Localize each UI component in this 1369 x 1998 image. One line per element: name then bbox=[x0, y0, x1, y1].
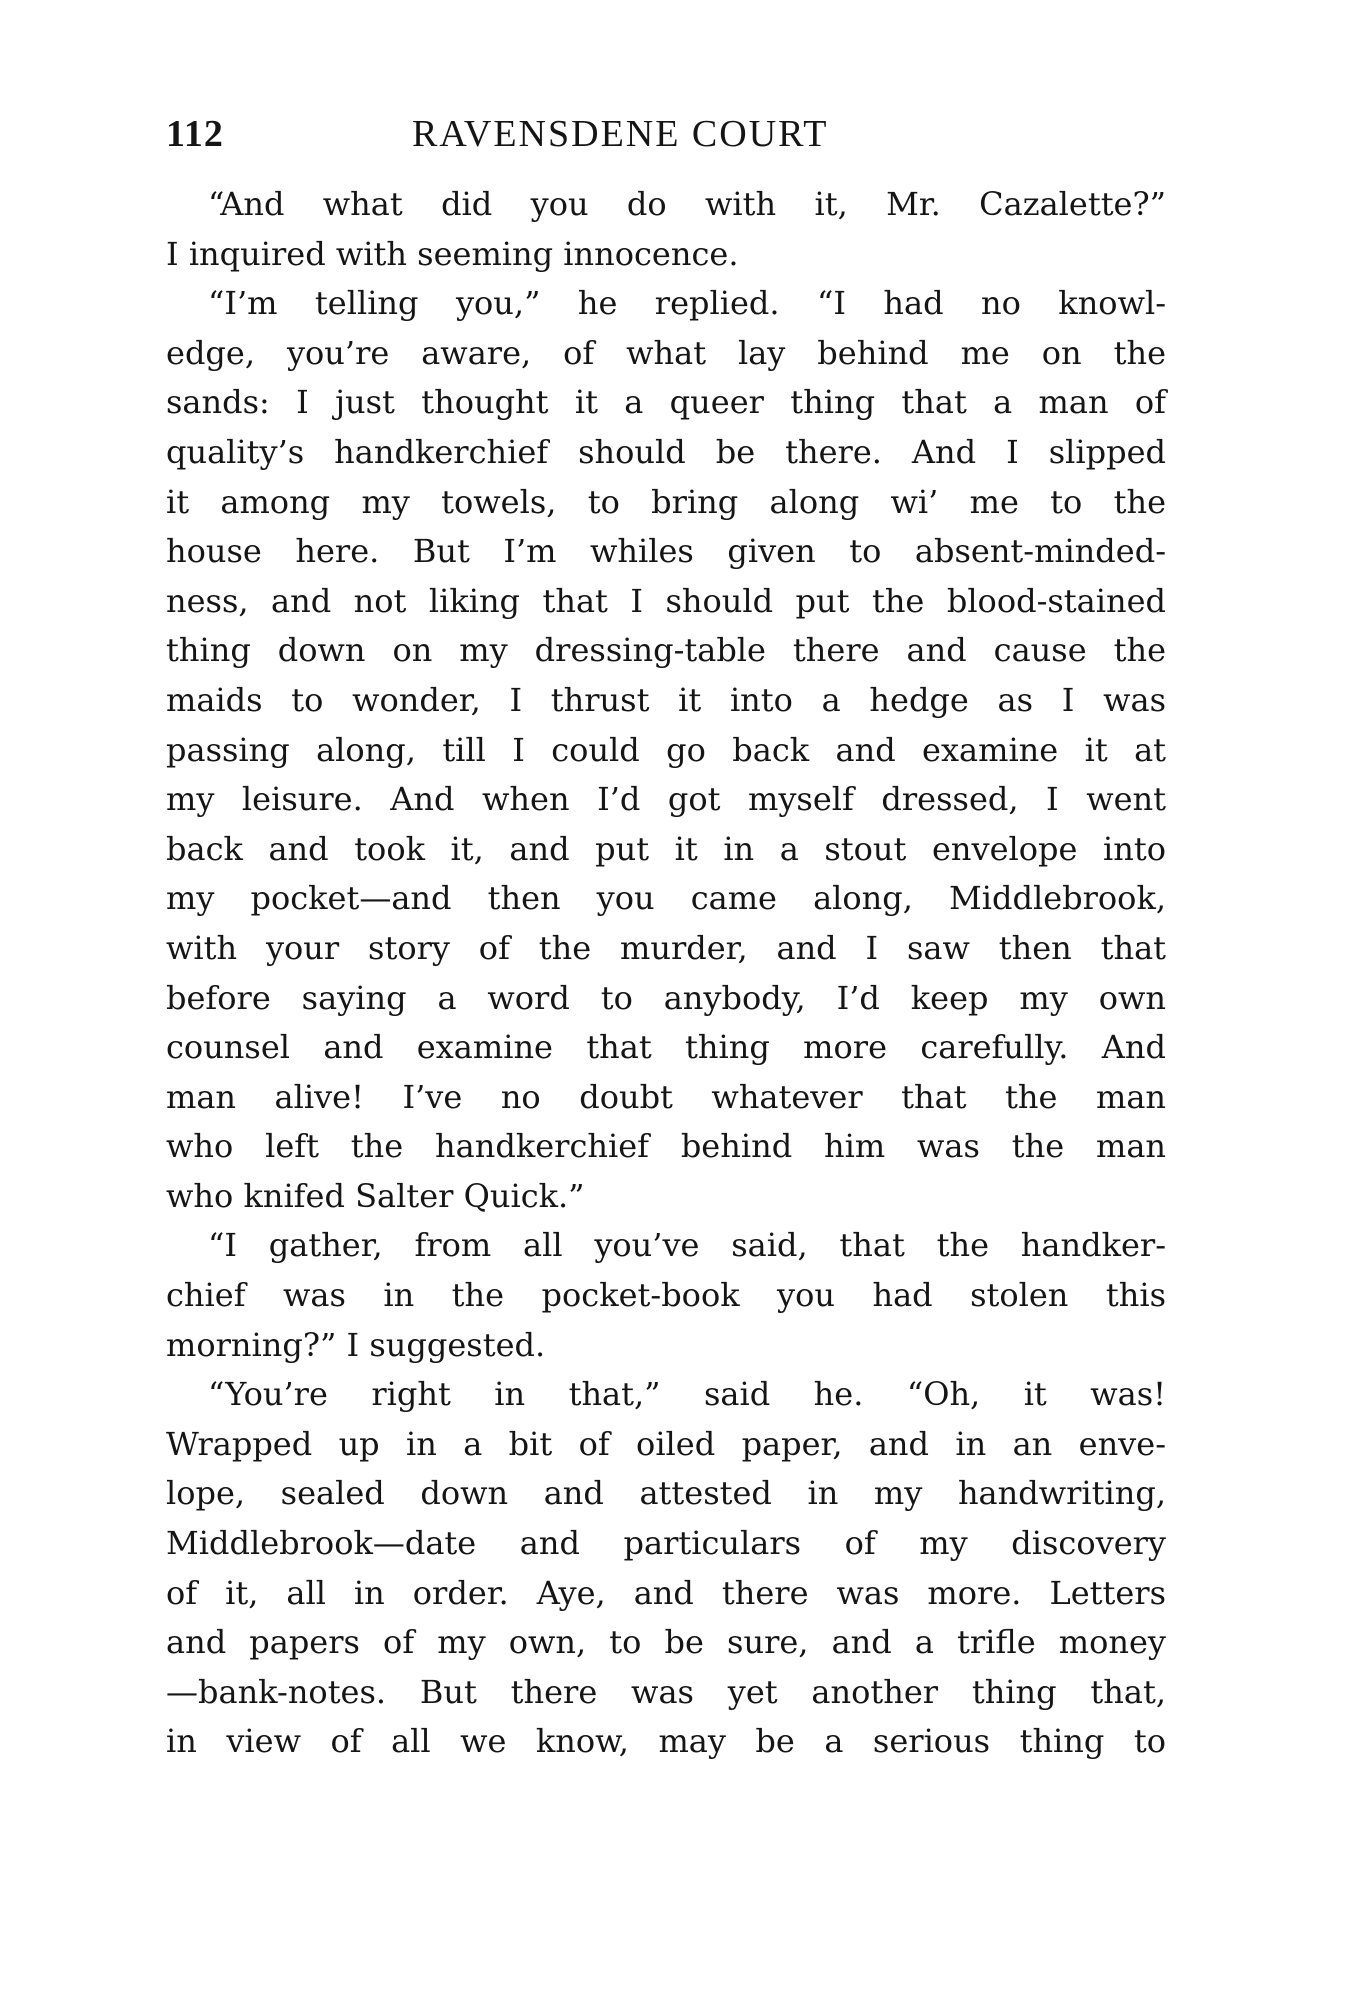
text-line: it among my towels, to bring along wi’ me to the bbox=[166, 482, 1166, 521]
text-line: maids to wonder, I thrust it into a hedge as I was bbox=[166, 680, 1166, 719]
text-line: Wrapped up in a bit of oiled paper, and in an enve- bbox=[166, 1424, 1166, 1463]
text-line: “And what did you do with it, Mr. Cazalette?” bbox=[208, 185, 1166, 223]
page-header bbox=[166, 112, 1166, 162]
page-number: 112 bbox=[166, 113, 224, 155]
text-line: “I gather, from all you’ve said, that the handker- bbox=[208, 1226, 1166, 1265]
text-line: sands: I just thought it a queer thing that a man of bbox=[166, 383, 1166, 422]
text-line: my pocket—and then you came along, Middlebrook, bbox=[166, 879, 1166, 918]
text-line: —bank-notes. But there was yet another thing that, bbox=[166, 1672, 1166, 1711]
text-line: passing along, till I could go back and examine it at bbox=[166, 730, 1166, 769]
text-line: thing down on my dressing-table there and cause the bbox=[166, 631, 1166, 670]
text-line: lope, sealed down and attested in my handwriting, bbox=[166, 1474, 1166, 1513]
running-title: RAVENSDENE COURT bbox=[412, 113, 829, 155]
text-line: edge, you’re aware, of what lay behind me on the bbox=[166, 333, 1166, 372]
text-line: morning?” I suggested. bbox=[166, 1325, 546, 1364]
text-line: with your story of the murder, and I saw then that bbox=[166, 928, 1166, 967]
text-line: “I’m telling you,” he replied. “I had no knowl- bbox=[208, 284, 1166, 323]
text-line: in view of all we know, may be a serious thing to bbox=[166, 1722, 1166, 1761]
text-line: ness, and not liking that I should put the blood-stained bbox=[166, 581, 1166, 620]
text-line: who knifed Salter Quick.” bbox=[166, 1176, 585, 1215]
text-line: “You’re right in that,” said he. “Oh, it was! bbox=[208, 1375, 1166, 1414]
text-line: counsel and examine that thing more carefully. And bbox=[166, 1028, 1166, 1067]
text-line: man alive! I’ve no doubt whatever that the man bbox=[166, 1077, 1166, 1116]
body-text bbox=[166, 180, 1166, 1767]
text-line: and papers of my own, to be sure, and a trifle money bbox=[166, 1623, 1166, 1662]
text-line: house here. But I’m whiles given to absent-minded- bbox=[166, 532, 1166, 571]
text-line: back and took it, and put it in a stout envelope into bbox=[166, 829, 1166, 868]
text-line: before saying a word to anybody, I’d keep my own bbox=[166, 978, 1166, 1017]
text-line: quality’s handkerchief should be there. And I slipped bbox=[166, 432, 1166, 471]
text-line: who left the handkerchief behind him was the man bbox=[166, 1127, 1166, 1166]
text-line: chief was in the pocket-book you had stolen this bbox=[166, 1276, 1166, 1315]
text-line: Middlebrook—date and particulars of my discovery bbox=[166, 1524, 1166, 1563]
text-line: my leisure. And when I’d got myself dressed, I went bbox=[166, 780, 1166, 819]
text-line: of it, all in order. Aye, and there was more. Letters bbox=[166, 1573, 1166, 1612]
text-line: I inquired with seeming innocence. bbox=[166, 234, 739, 273]
